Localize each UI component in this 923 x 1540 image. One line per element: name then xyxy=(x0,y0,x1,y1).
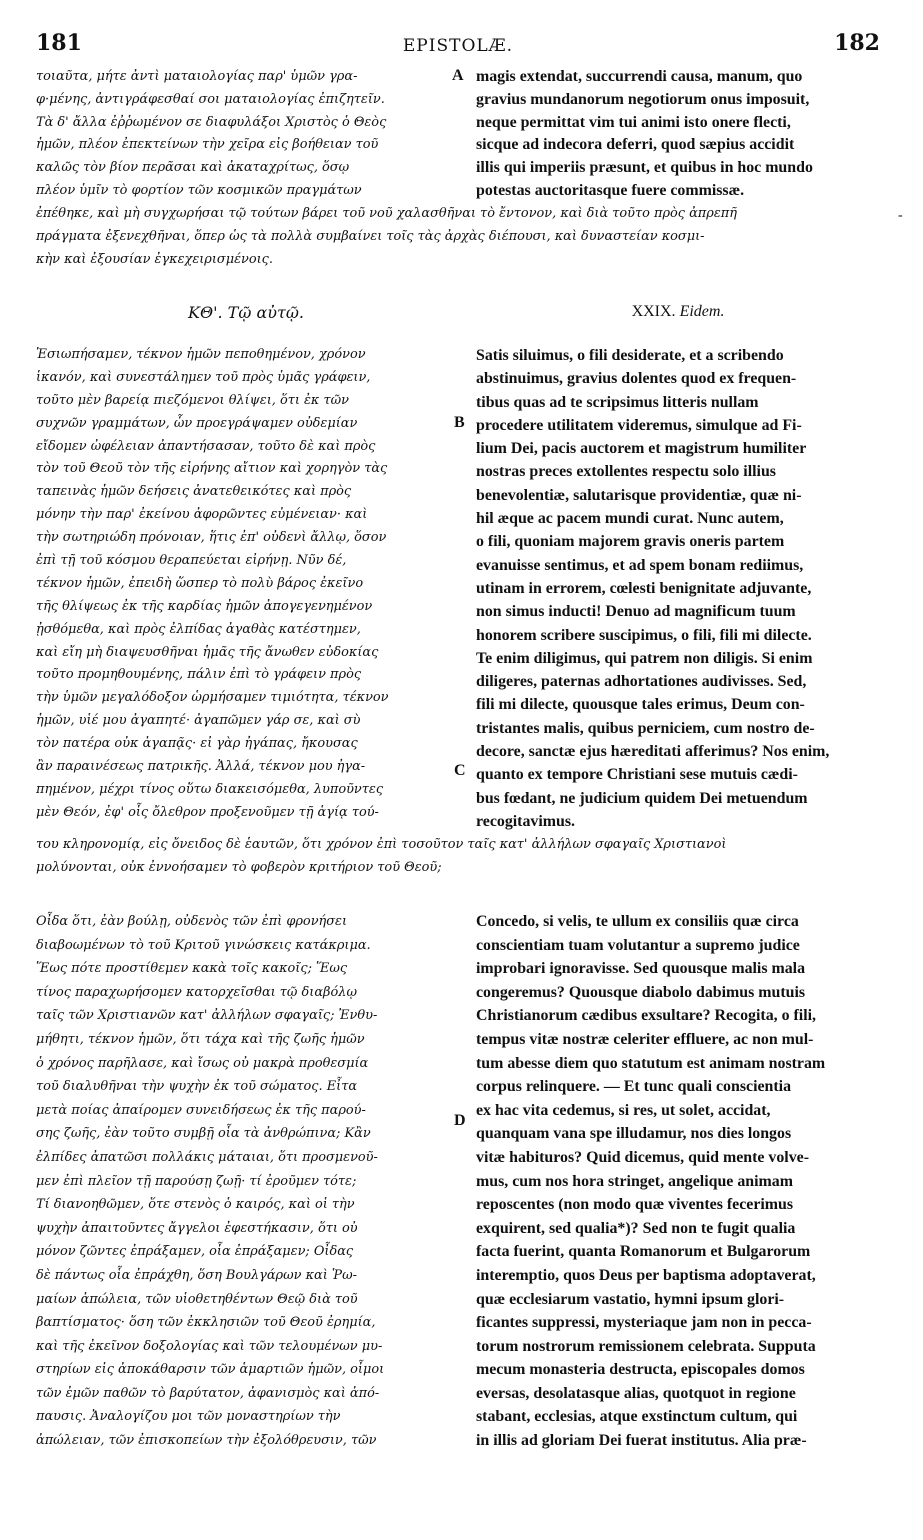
latin-line: stabant, ecclesias, atque exstinctum cultum, qui xyxy=(476,1408,798,1426)
greek-line: τοιαῦτα, μήτε ἀντὶ ματαιολογίας παρ' ὑμῶν γρα- xyxy=(36,69,358,84)
greek-line: παυσις. Ἀναλογίζου μοι τῶν μοναστηρίων τὴν xyxy=(36,1409,341,1425)
greek-line: καὶ τῆς ἐκεῖνον δοξολογίας καὶ τῶν τελουμένων μυ- xyxy=(36,1338,383,1354)
latin-line: procedere utilitatem videremus, simulque ad Fi- xyxy=(476,416,802,434)
latin-line: bus fœdant, ne judicium quidem Dei metuendum xyxy=(476,789,808,807)
greek-line: ἡμῶν, υἱέ μου ἀγαπητέ· ἀγαπῶμεν γάρ σε, καὶ σὺ xyxy=(36,713,361,729)
latin-line: exquirent, sed qualia*)? Sed non te fugit qualia xyxy=(476,1219,796,1237)
greek-line: τὴν ὑμῶν μεγαλόδοξον ὡρμήσαμεν τιμιότητα, τέκνον xyxy=(36,690,389,706)
greek-line: τέκνον ἡμῶν, ἐπειδὴ ὥσπερ τὸ πολὺ βάρος ἐκεῖνο xyxy=(36,575,364,591)
greek-line: μετὰ ποίας ἀπαίρομεν συνειδήσεως ἐκ τῆς παρού- xyxy=(36,1102,366,1118)
latin-column-block1 xyxy=(476,66,880,203)
latin-line: utinam in errorem, cœlesti benignitate adjuvante, xyxy=(476,579,812,597)
margin-marker-d: D xyxy=(454,1112,466,1129)
greek-column-block3 xyxy=(36,910,456,1453)
greek-line: βαπτίσματος· ὅση τῶν ἐκκλησιῶν τοῦ Θεοῦ ἐρημία, xyxy=(36,1315,376,1331)
latin-line: tristantes malis, quibus perniciem, cum nostro de- xyxy=(476,719,815,737)
latin-line: o fili, quoniam majorem gravis oneris partem xyxy=(476,533,785,551)
latin-line: tum abesse diem quo statutum est animam nostram xyxy=(476,1054,826,1072)
latin-line: congeremus? Quousque diabolo dabimus mutuis xyxy=(476,983,806,1001)
latin-line: abstinuimus, gravius dolentes quod ex frequen- xyxy=(476,370,797,388)
greek-line: Οἶδα ὅτι, ἐὰν βούλῃ, οὐδενὸς τῶν ἐπὶ φρονήσει xyxy=(36,914,348,929)
greek-line: τοῦτο προμηθουμένης, πάλιν ἐπὶ τὸ γράφειν πρὸς xyxy=(36,667,362,683)
greek-line: τὴν σωτηριώδη πρόνοιαν, ἥτις ἐπ' οὐδενὶ ἄλλῳ, ὅσον xyxy=(36,530,387,546)
latin-column-block3 xyxy=(476,910,880,1453)
greek-line: φ·μένης, ἀντιγράφεσθαί σοι ματαιολογίας ἐπιζητεῖν. xyxy=(36,91,385,107)
latin-line: reposcentes (non modo quæ viventes fecerimus xyxy=(476,1196,794,1214)
greek-line: ἐπέθηκε, καὶ μὴ συγχωρήσαι τῷ τούτων βάρει τοῦ νοῦ χαλασθῆναι τὸ ἔντονον, καὶ διὰ τοῦτο πρὸς ἀπρεπῆ xyxy=(36,206,737,221)
greek-line: μεν ἐπὶ πλεῖον τῇ παρούσῃ ζωῇ· τί ἐροῦμεν τότε; xyxy=(36,1173,357,1189)
greek-line: ἐπὶ τῇ τοῦ κόσμου θεραπεύεται εἰρήνῃ. Νῦν δέ, xyxy=(36,553,347,569)
latin-line: neque permittat vim tui animi isto onere flecti, xyxy=(476,113,791,131)
greek-line: συχνῶν γραμμάτων, ὧν προεγράψαμεν οὐδεμίαν xyxy=(36,415,358,431)
latin-line: evanuisse sentimus, et ad spem bonam rediimus, xyxy=(476,556,804,574)
latin-line: quanquam vana spe illudamur, nos dies longos xyxy=(476,1125,792,1143)
greek-line: ἡμῶν, πλέον ἐπεκτείνων τὴν χεῖρα εἰς βοήθειαν τοῦ xyxy=(36,137,379,153)
latin-line: honorem scribere suscipimus, o fili, fili mi dilecte. xyxy=(476,626,812,644)
latin-line: mecum monasteria destructa, episcopales domos xyxy=(476,1361,805,1379)
greek-fullwidth-block2 xyxy=(36,834,884,880)
page-number-right: 182 xyxy=(834,30,880,56)
latin-line: diligeres, paternas adhortationes audivisses. Sed, xyxy=(476,673,807,691)
greek-line: μόνην τὴν παρ' ἐκείνου ἀφορῶντες εὐμένειαν· καὶ xyxy=(36,507,368,523)
latin-line: torum nostrorum remissionem celebrata. Supputa xyxy=(476,1337,816,1355)
latin-line: tempus vitæ nostræ celeriter effluere, ac non mul- xyxy=(476,1030,814,1048)
latin-line: conscientiam tuam volutantur a supremo judice xyxy=(476,936,800,954)
greek-line: ἂν παραινέσεως πατρικῆς. Ἀλλά, τέκνον μου ἠγα- xyxy=(36,759,366,775)
letter-addressee: Eidem. xyxy=(679,303,725,320)
running-title: EPISTOLÆ. xyxy=(402,36,514,56)
latin-line: interemptio, quos Deus per baptisma adoptaverat, xyxy=(476,1266,816,1284)
latin-line: Concedo, si velis, te ullum ex consiliis quæ circa xyxy=(476,913,799,930)
greek-line: τῶν ἐμῶν παθῶν τὸ βαρύτατον, ἀφανισμὸς καὶ ἀπό- xyxy=(36,1385,380,1401)
margin-marker-b: B xyxy=(454,414,465,431)
greek-line: διαβοωμένων τὸ τοῦ Κριτοῦ γινώσκεις κατάκριμα. xyxy=(36,937,371,953)
greek-line: Ἕως πότε προστίθεμεν κακὰ τοῖς κακοῖς; Ἕως xyxy=(36,961,348,977)
greek-line: τίνος παραχωρήσομεν κατορχεῖσθαι τῷ διαβόλῳ xyxy=(36,984,357,1000)
latin-line: tibus quas ad te scripsimus litteris nullam xyxy=(476,393,759,411)
latin-line: Christianorum cædibus exsultare? Recogita, o fili, xyxy=(476,1007,817,1025)
greek-line: ψυχὴν ἀπαιτοῦντες ἄγγελοι ἐφεστήκασιν, ὅτι οὐ xyxy=(36,1220,358,1236)
greek-line: καλῶς τὸν βίον περᾶσαι καὶ ἀκαταχρίτως, ὅσῳ xyxy=(36,160,350,176)
greek-line: κὴν καὶ ἐξουσίαν ἐγκεχειρισμένοις. xyxy=(36,251,273,267)
greek-line: μαίων ἀπώλεια, τῶν υἱοθετηθέντων Θεῷ διὰ τοῦ xyxy=(36,1291,358,1307)
latin-line: ex hac vita cedemus, si res, ut solet, accidat, xyxy=(476,1101,771,1119)
greek-line: ταῖς τῶν Χριστιανῶν κατ' ἀλλήλων σφαγαῖς; Ἐνθυ- xyxy=(36,1008,378,1024)
latin-line: decore, sanctæ ejus hæreditati afferimus? Nos enim, xyxy=(476,743,830,761)
greek-line: πράγματα ἐξενεχθῆναι, ὅπερ ὡς τὰ πολλὰ συμβαίνει τοῖς τὰς ἀρχὰς διέπουσι, καὶ δυναστείαν κοσμι- xyxy=(36,228,705,244)
latin-line: magis extendat, succurrendi causa, manum, quo xyxy=(476,68,803,85)
latin-line: ficantes suppressi, mysteriaque jam non in pecca- xyxy=(476,1314,812,1332)
latin-line: Satis siluimus, o fili desiderate, et a scribendo xyxy=(476,347,784,364)
latin-line: quæ ecclesiarum vastatio, hymni ipsum glori- xyxy=(476,1290,785,1308)
greek-line: ταπεινὰς ἡμῶν δεήσεις ἀνατεθεικότες καὶ πρὸς xyxy=(36,484,352,500)
greek-line: τὸν πατέρα οὐκ ἀγαπᾷς· εἰ γὰρ ἠγάπας, ἤκουσας xyxy=(36,736,358,752)
greek-line: τοῦ διαλυθῆναι τὴν ψυχὴν ἐκ τοῦ σώματος. Εἶτα xyxy=(36,1079,358,1095)
margin-marker-c: C xyxy=(454,762,466,779)
latin-line: facta fuerint, quanta Romanorum et Bulgarorum xyxy=(476,1243,811,1261)
latin-column-block2 xyxy=(476,344,880,833)
latin-line: illis qui imperiis præsunt, et quibus in hoc mundo xyxy=(476,159,813,177)
latin-line: benevolentiæ, salutarisque providentiæ, quæ ni- xyxy=(476,486,802,504)
greek-line: ὁ χρόνος παρῆλασε, καὶ ἴσως οὐ μακρὰ προθεσμία xyxy=(36,1055,369,1071)
latin-line: fili mi dilecte, quousque tales erimus, Deum con- xyxy=(476,696,805,714)
greek-line: δὲ πάντως οἷα ἐπράχθη, ὅση Βουλγάρων καὶ Ῥω- xyxy=(36,1267,357,1283)
greek-line: σης ζωῆς, ἐὰν τοῦτο συμβῇ οἷα τὰ ἀνθρώπινα; Κἂν xyxy=(36,1126,371,1142)
latin-line: recogitavimus. xyxy=(476,812,576,830)
greek-line: πλέον ὑμῖν τὸ φορτίον τῶν κοσμικῶν πραγμάτων xyxy=(36,182,362,198)
latin-line: eversas, desolatasque alias, quotquot in regione xyxy=(476,1384,796,1402)
greek-line: στηρίων εἰς ἀποκάθαρσιν τῶν ἁμαρτιῶν ἡμῶν, οἶμοι xyxy=(36,1362,385,1378)
greek-line: μὲν Θεόν, ἐφ' οἷς ὄλεθρον προξενοῦμεν τῇ ἁγίᾳ τού- xyxy=(36,804,379,820)
latin-line: sicque ad indecora deferri, quod sæpius accidit xyxy=(476,136,795,154)
greek-line: τοῦτο μὲν βαρείᾳ πιεζόμενοι θλίψει, ὅτι ἐκ τῶν xyxy=(36,392,349,408)
latin-line: vitæ habituros? Quid dicemus, quid mente volve- xyxy=(476,1148,810,1166)
letter-number: XXIX. xyxy=(631,303,676,320)
latin-line: gravius mundanorum negotiorum onus imposuit, xyxy=(476,90,810,108)
greek-line: Ἐσιωπήσαμεν, τέκνον ἡμῶν πεποθημένον, χρόνον xyxy=(36,347,366,362)
latin-line: corpus relinquere. — Et tunc quali conscientia xyxy=(476,1078,792,1096)
greek-line: Τὰ δ' ἄλλα ἐῤῥωμένον σε διαφυλάξοι Χριστὸς ὁ Θεὸς xyxy=(36,114,387,130)
greek-line: Τί διανοηθῶμεν, ὅτε στενὸς ὁ καιρός, καὶ οἱ τὴν xyxy=(36,1197,355,1213)
greek-line: πημένον, μέχρι τίνος οὕτω διακεισόμεθα, λυποῦντες xyxy=(36,781,384,797)
latin-line: lium Dei, pacis auctorem et magistrum humiliter xyxy=(476,440,807,458)
latin-line: hil æque ac pacem mundi curat. Nunc autem, xyxy=(476,510,784,528)
latin-line: improbari ignoravisse. Sed quousque malis mala xyxy=(476,960,806,978)
page-header xyxy=(36,30,880,64)
greek-line: εἴδομεν ὠφέλειαν ἀπαντήσασαν, τοῦτο δὲ καὶ πρὸς xyxy=(36,438,376,454)
letter-heading-greek: ΚΘ'. Τῷ αὐτῷ. xyxy=(188,303,304,322)
greek-line: ᾐσθόμεθα, καὶ πρὸς ἐλπίδας ἀγαθὰς κατέστημεν, xyxy=(36,621,361,637)
greek-line: ἐλπίδες ἀπατῶσι πολλάκις μάταιαι, ὅτι προσμενοῦ- xyxy=(36,1149,378,1165)
greek-line: μολύνονται, οὐκ ἐννοήσαμεν τὸ φοβερὸν κριτήριον τοῦ Θεοῦ; xyxy=(36,859,442,875)
greek-fullwidth-block1 xyxy=(36,203,884,271)
margin-dash: - xyxy=(898,208,903,223)
latin-line: mus, cum nos hora stringet, angelique animam xyxy=(476,1172,793,1190)
greek-column-block2 xyxy=(36,344,456,825)
margin-marker-a: A xyxy=(452,67,464,84)
greek-line: ἀπώλειαν, τῶν ἐπισκοπείων τὴν ἐξολόθρευσιν, τῶν xyxy=(36,1433,377,1449)
letter-heading-latin xyxy=(476,303,880,321)
greek-line: μήθητι, τέκνον ἡμῶν, ὅτι τάχα καὶ τῆς ζωῆς ἡμῶν xyxy=(36,1031,365,1047)
greek-line: τῆς θλίψεως ἐκ τῆς καρδίας ἡμῶν ἀπογεγενημένον xyxy=(36,598,373,614)
greek-column-block1 xyxy=(36,66,456,203)
page-number-left: 181 xyxy=(36,30,82,56)
latin-line: potestas auctoritasque fuere commissæ. xyxy=(476,181,745,199)
greek-line: ἱκανόν, καὶ συνεστάλημεν τοῦ πρὸς ὑμᾶς γράφειν, xyxy=(36,369,371,385)
latin-line: Te enim diligimus, qui patrem non diligis. Si enim xyxy=(476,649,813,667)
greek-line: μόνον ζῶντες ἐπράξαμεν, οἷα ἐπράξαμεν; Οἶδας xyxy=(36,1244,354,1260)
latin-line: non simus inducti! Denuo ad magnificum tuum xyxy=(476,603,796,621)
latin-line: in illis ad gloriam Dei fuerat institutus. Alia præ- xyxy=(476,1432,807,1450)
greek-line: τὸν τοῦ Θεοῦ τὸν τῆς εἰρήνης αἴτιον καὶ χορηγὸν τὰς xyxy=(36,461,388,477)
latin-line: quanto ex tempore Christiani sese mutuis cædi- xyxy=(476,766,798,784)
latin-line: nostras preces extollentes respectu solo illius xyxy=(476,463,776,481)
greek-line: καὶ εἴη μὴ διαψευσθῆναι ἡμᾶς τῆς ἄνωθεν εὐδοκίας xyxy=(36,644,379,660)
greek-line: του κληρονομίᾳ, εἰς ὄνειδος δὲ ἑαυτῶν, ὅτι χρόνον ἐπὶ τοσοῦτον ταῖς κατ' ἀλλήλων σφαγαῖς Χριστιανοὶ xyxy=(36,837,727,852)
